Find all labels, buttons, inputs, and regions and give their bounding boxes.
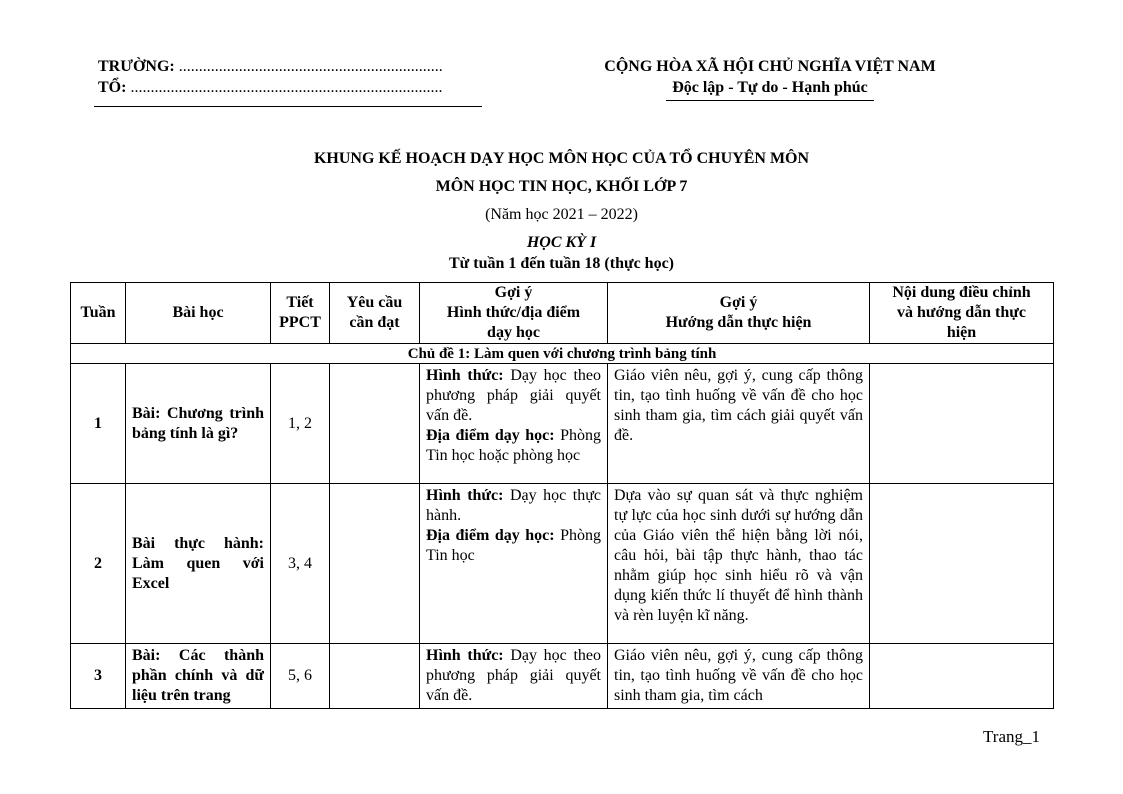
adjustment-cell [870,484,1054,644]
week-cell: 1 [71,364,126,484]
lesson-plan-table [70,282,1054,709]
lesson-cell: Bài thực hành: Làm quen với Excel [126,484,271,644]
header-adjustment: Nội dung điều chỉnh và hướng dẫn thực hiện [870,283,1054,344]
requirements-cell [330,484,420,644]
table-row [71,364,1054,484]
week-cell: 3 [71,644,126,709]
adjustment-cell [870,644,1054,709]
week-range: Từ tuần 1 đến tuần 18 (thực học) [448,255,674,272]
week-cell: 2 [71,484,126,644]
periods-cell: 1, 2 [271,364,330,484]
form-place-cell: Hình thức: Dạy học theo phương pháp giải quyết vấn đề. [420,644,608,709]
semester-title: HỌC KỲ I [526,234,597,251]
header-lesson: Bài học [126,283,271,344]
topic-row [71,344,1054,364]
header-divider [94,106,482,107]
nation-motto: Độc lập - Tự do - Hạnh phúc [666,77,874,101]
school-line [98,56,443,77]
school-label: TRƯỜNG: [98,58,175,75]
header-form-place: Gợi ý Hình thức/địa điểm dạy học [420,283,608,344]
header-week: Tuần [71,283,126,344]
group-line [98,77,443,98]
header-requirements: Yêu cầu cần đạt [330,283,420,344]
nation-title: CỘNG HÒA XÃ HỘI CHỦ NGHĨA VIỆT NAM [604,58,936,75]
document-title: KHUNG KẾ HOẠCH DẠY HỌC MÔN HỌC CỦA TỔ CHUYÊN MÔN [313,150,810,167]
school-dots: .................................................................. [178,58,443,75]
school-year: (Năm học 2021 – 2022) [485,206,638,223]
periods-cell: 5, 6 [271,644,330,709]
header-periods: Tiết PPCT [271,283,330,344]
requirements-cell [330,364,420,484]
page-number: Trang_1 [983,727,1040,746]
guidance-cell: Dựa vào sự quan sát và thực nghiệm tự lực của học sinh dưới sự hướng dẫn của Giáo viên thể hiện bằng lời nói, câu hỏi, bài tập thực hành, thao tác nhằm giúp học sinh hiểu rõ và vận dụng kiến thức lí thuyết để hình thành và rèn luyện kĩ năng. [608,484,870,644]
school-header [98,56,443,98]
adjustment-cell [870,364,1054,484]
lesson-cell: Bài: Các thành phần chính và dữ liệu trên trang [126,644,271,709]
form-place-cell: Hình thức: Dạy học thực hành. Địa điểm dạy học: Phòng Tin học [420,484,608,644]
group-dots: .............................................................................. [130,79,443,96]
guidance-cell: Giáo viên nêu, gợi ý, cung cấp thông tin, tạo tình huống về vấn đề cho học sinh tham gia, tìm cách [608,644,870,709]
guidance-cell: Giáo viên nêu, gợi ý, cung cấp thông tin, tạo tình huống về vấn đề cho học sinh tham gia, tìm cách giải quyết vấn đề. [608,364,870,484]
header-guidance: Gợi ý Hướng dẫn thực hiện [608,283,870,344]
table-row [71,484,1054,644]
table-row [71,644,1054,709]
lesson-cell: Bài: Chương trình bảng tính là gì? [126,364,271,484]
periods-cell: 3, 4 [271,484,330,644]
form-place-cell: Hình thức: Dạy học theo phương pháp giải quyết vấn đề. Địa điểm dạy học: Phòng Tin học hoặc phòng học [420,364,608,484]
topic-title: Chủ đề 1: Làm quen với chương trình bảng tính [71,344,1054,364]
requirements-cell [330,644,420,709]
subject-title: MÔN HỌC TIN HỌC, KHỐI LỚP 7 [435,178,688,195]
group-label: TỔ: [98,79,127,96]
table-header-row [71,283,1054,344]
nation-header [560,56,980,101]
